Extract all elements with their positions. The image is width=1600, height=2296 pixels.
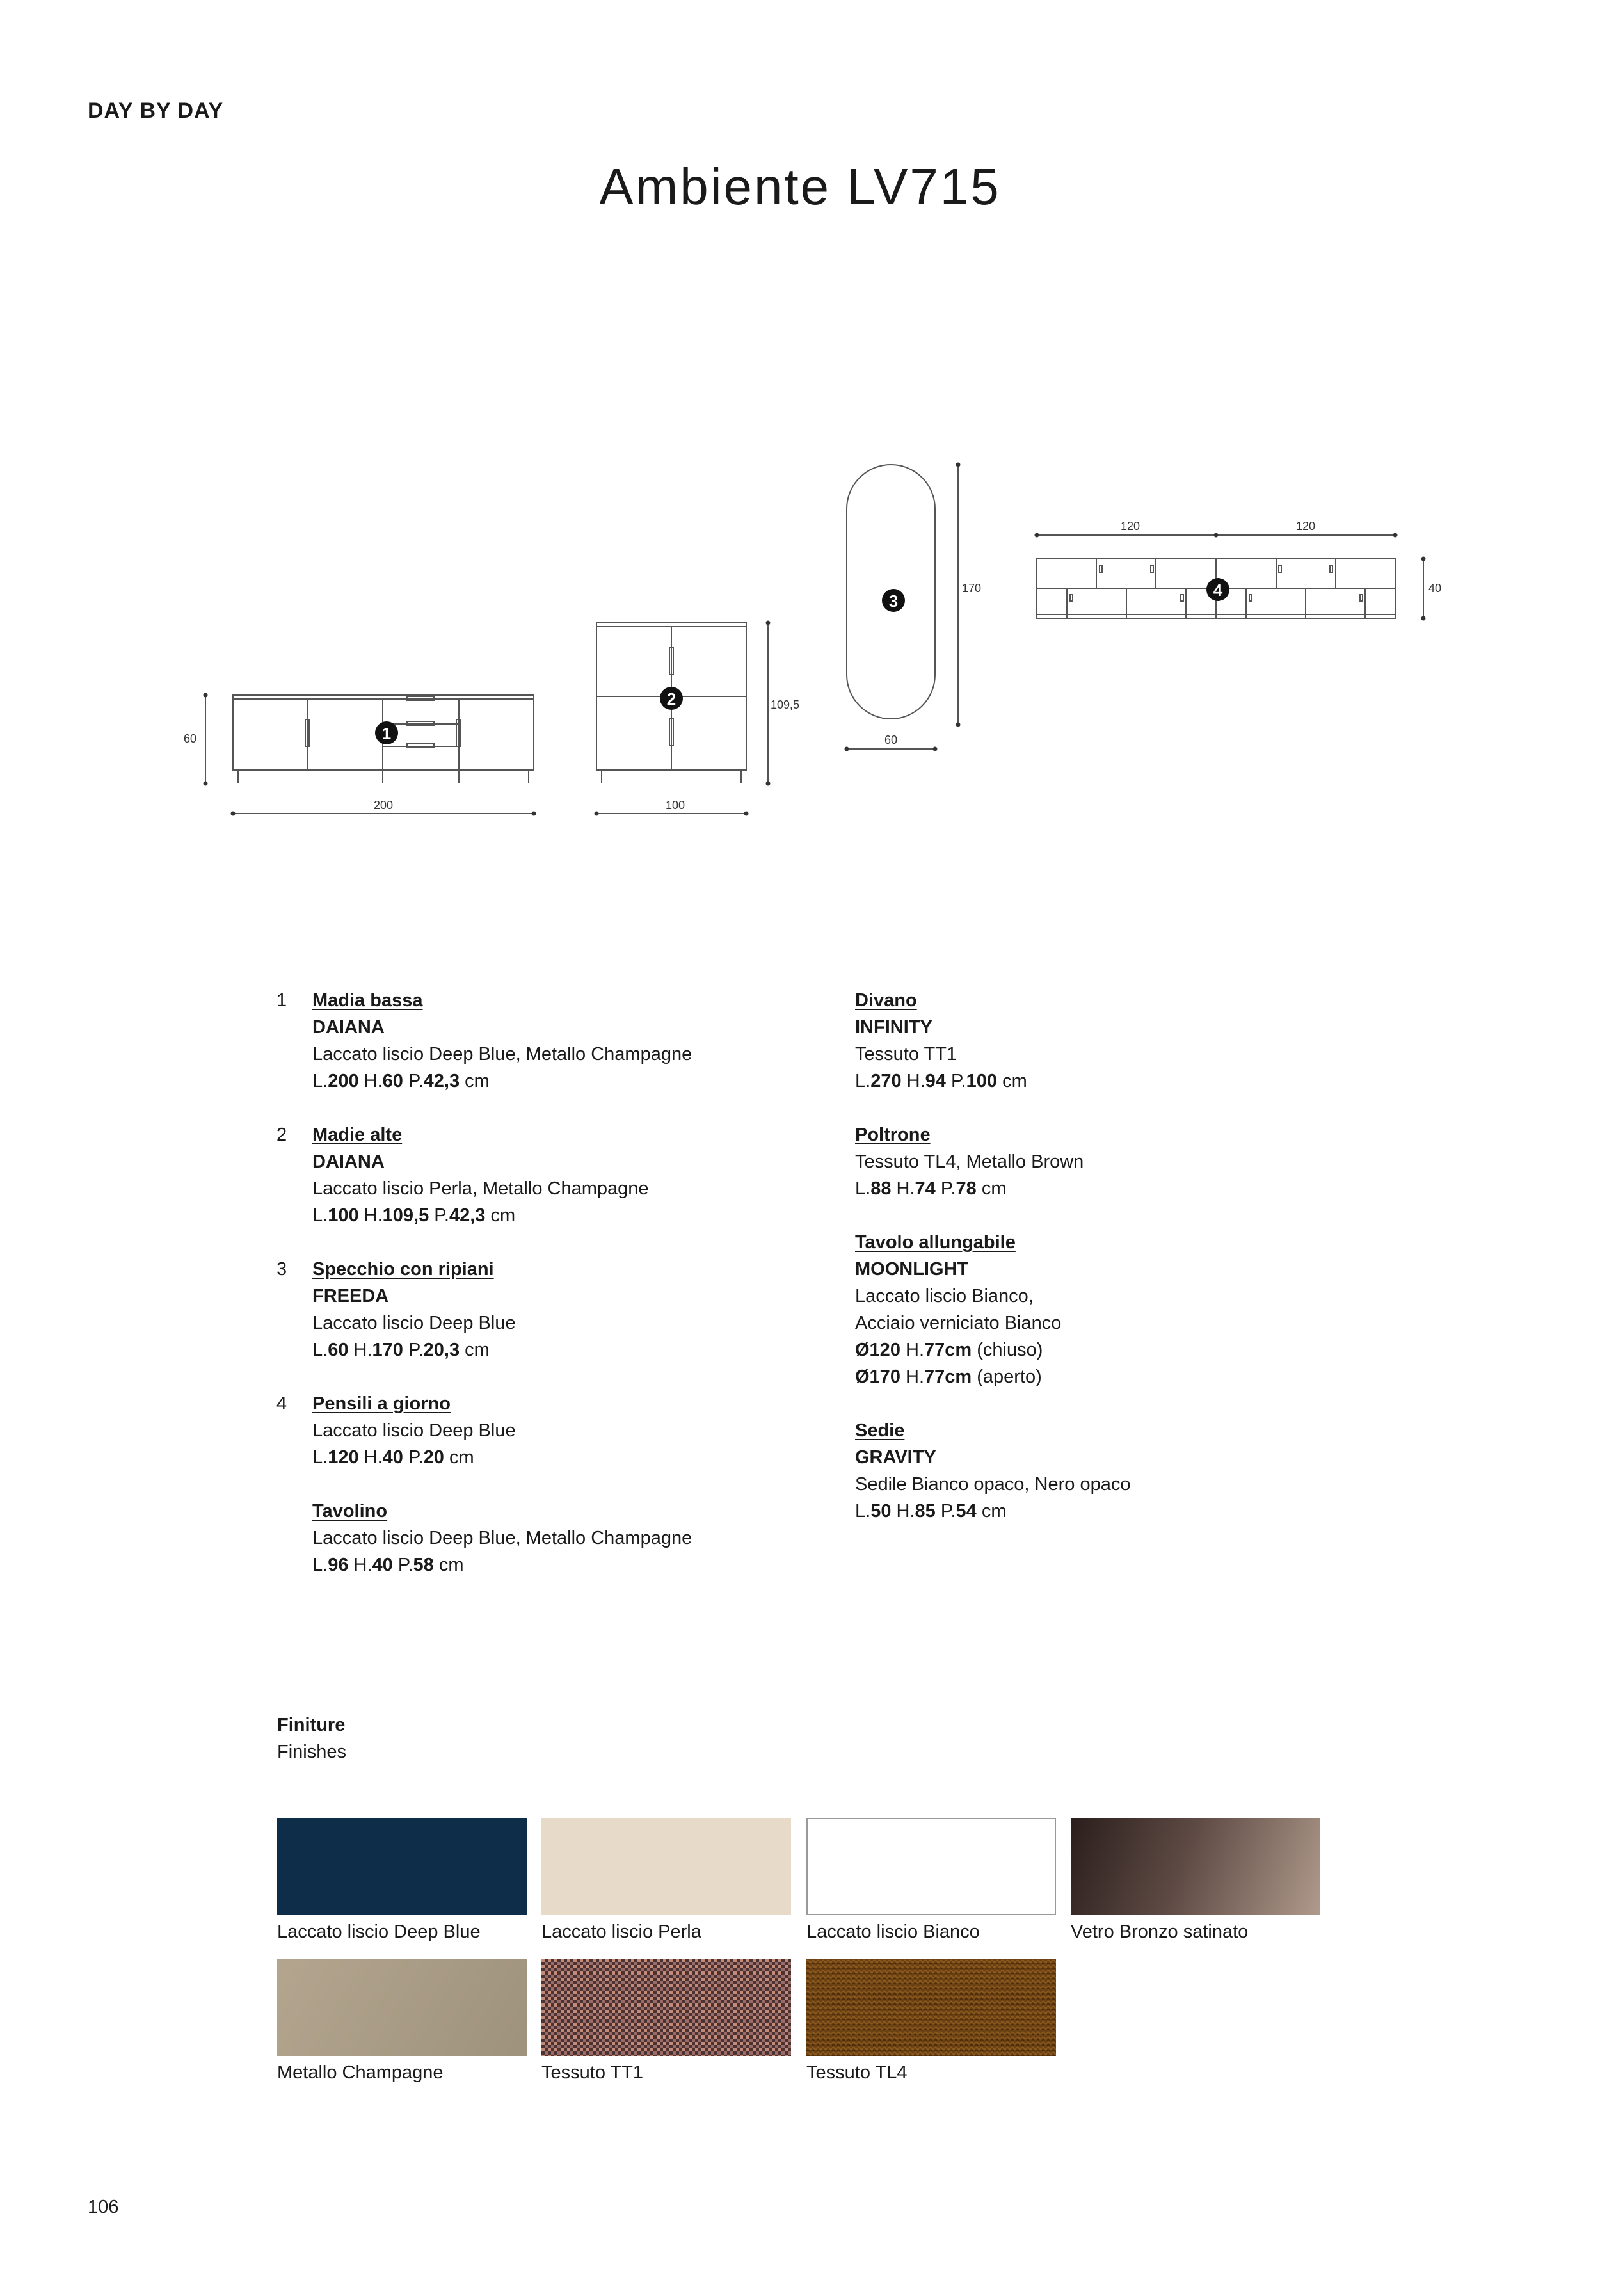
technical-drawings — [0, 0, 1600, 845]
item-number: 1 — [276, 990, 287, 1011]
swatch-deep-blue — [277, 1818, 527, 1915]
svg-text:1: 1 — [381, 724, 392, 743]
sideboard-drawing — [205, 695, 534, 814]
item-finish: Laccato liscio Perla, Metallo Champagne — [312, 1178, 649, 1199]
finishes-title-en: Finishes — [277, 1742, 346, 1762]
item-dimensions: L.88 H.74 P.78 cm — [855, 1178, 1007, 1199]
badge-4 — [1206, 578, 1229, 601]
list-item — [855, 987, 1418, 1095]
left-item-list — [275, 987, 838, 1605]
list-item — [275, 987, 838, 1095]
item-finish: Laccato liscio Deep Blue — [312, 1420, 516, 1441]
item-dimensions: L.120 H.40 P.20 cm — [312, 1447, 474, 1468]
dim-label: 40 — [1428, 582, 1442, 595]
swatch-tl4 — [806, 1959, 1056, 2056]
item-finish: Laccato liscio Deep Blue — [312, 1313, 516, 1333]
item-dimensions: L.270 H.94 P.100 cm — [855, 1071, 1027, 1091]
list-item — [275, 1498, 838, 1578]
list-item — [855, 1417, 1418, 1525]
page-title: Ambiente LV715 — [599, 158, 1001, 215]
item-number: 3 — [276, 1259, 287, 1280]
swatch-label: Laccato liscio Bianco — [806, 1922, 980, 1942]
item-name: Sedie — [855, 1420, 905, 1441]
swatch-label: Tessuto TT1 — [541, 2062, 644, 2083]
item-dimensions: Ø120 H.77cm (chiuso) — [855, 1340, 1043, 1360]
item-model: FREEDA — [312, 1286, 389, 1306]
item-model: GRAVITY — [855, 1447, 936, 1468]
item-dimensions: L.100 H.109,5 P.42,3 cm — [312, 1205, 516, 1226]
dim-label: 200 — [373, 799, 394, 812]
dim-label: 120 — [1120, 520, 1140, 533]
right-item-list — [855, 987, 1418, 1552]
item-model: DAIANA — [312, 1017, 385, 1038]
swatch-champagne — [277, 1959, 527, 2056]
svg-text:2: 2 — [666, 689, 676, 709]
item-dimensions: L.96 H.40 P.58 cm — [312, 1555, 464, 1575]
swatch-label: Tessuto TL4 — [806, 2062, 908, 2083]
badge-1 — [375, 721, 398, 744]
dim-label: 109,5 — [771, 698, 800, 711]
brand-header: DAY BY DAY — [88, 99, 224, 123]
item-name: Poltrone — [855, 1125, 931, 1145]
item-dimensions: L.200 H.60 P.42,3 cm — [312, 1071, 490, 1091]
item-name: Madia bassa — [312, 990, 423, 1011]
swatch-bronzo — [1071, 1818, 1320, 1915]
swatch-tt1 — [541, 1959, 791, 2056]
item-number: 4 — [276, 1393, 287, 1414]
item-name: Tavolino — [312, 1501, 388, 1521]
svg-text:4: 4 — [1213, 581, 1223, 600]
item-dimensions: L.50 H.85 P.54 cm — [855, 1501, 1007, 1521]
list-item — [275, 1121, 838, 1229]
item-dimensions: L.60 H.170 P.20,3 cm — [312, 1340, 490, 1360]
swatch-label: Metallo Champagne — [277, 2062, 444, 2083]
swatch-bianco — [806, 1818, 1056, 1915]
item-number: 2 — [276, 1125, 287, 1145]
tall-cabinet-drawing — [596, 623, 768, 814]
dim-label: 60 — [183, 732, 197, 745]
badge-2 — [660, 687, 683, 710]
item-model: MOONLIGHT — [855, 1259, 969, 1280]
dim-label: 60 — [884, 734, 898, 746]
list-item — [855, 1121, 1418, 1202]
list-item — [275, 1256, 838, 1363]
item-finish: Laccato liscio Bianco, — [855, 1286, 1034, 1306]
item-name: Divano — [855, 990, 917, 1011]
wall-shelves-drawing — [1037, 535, 1423, 618]
item-finish: Acciaio verniciato Bianco — [855, 1313, 1062, 1333]
item-name: Pensili a giorno — [312, 1393, 451, 1414]
item-finish: Tessuto TT1 — [855, 1044, 957, 1064]
page-number: 106 — [88, 2197, 119, 2217]
list-item — [855, 1229, 1418, 1390]
swatch-perla — [541, 1818, 791, 1915]
item-dimensions: Ø170 H.77cm (aperto) — [855, 1367, 1042, 1387]
item-model: INFINITY — [855, 1017, 932, 1038]
swatch-label: Vetro Bronzo satinato — [1071, 1922, 1249, 1942]
item-finish: Laccato liscio Deep Blue, Metallo Champagne — [312, 1528, 692, 1548]
item-finish: Tessuto TL4, Metallo Brown — [855, 1152, 1084, 1172]
item-finish: Laccato liscio Deep Blue, Metallo Champagne — [312, 1044, 692, 1064]
item-name: Madie alte — [312, 1125, 403, 1145]
dim-label: 170 — [962, 582, 982, 595]
item-finish: Sedile Bianco opaco, Nero opaco — [855, 1474, 1131, 1495]
badge-3 — [882, 589, 905, 612]
swatch-label: Laccato liscio Perla — [541, 1922, 701, 1942]
finishes-title-it: Finiture — [277, 1715, 346, 1735]
dim-label: 100 — [665, 799, 685, 812]
list-item — [275, 1390, 838, 1471]
swatch-label: Laccato liscio Deep Blue — [277, 1922, 481, 1942]
svg-text:3: 3 — [888, 591, 899, 611]
dim-label: 120 — [1295, 520, 1316, 533]
item-model: DAIANA — [312, 1152, 385, 1172]
item-name: Tavolo allungabile — [855, 1232, 1016, 1253]
item-name: Specchio con ripiani — [312, 1259, 494, 1280]
finishes-heading — [277, 1712, 346, 1765]
